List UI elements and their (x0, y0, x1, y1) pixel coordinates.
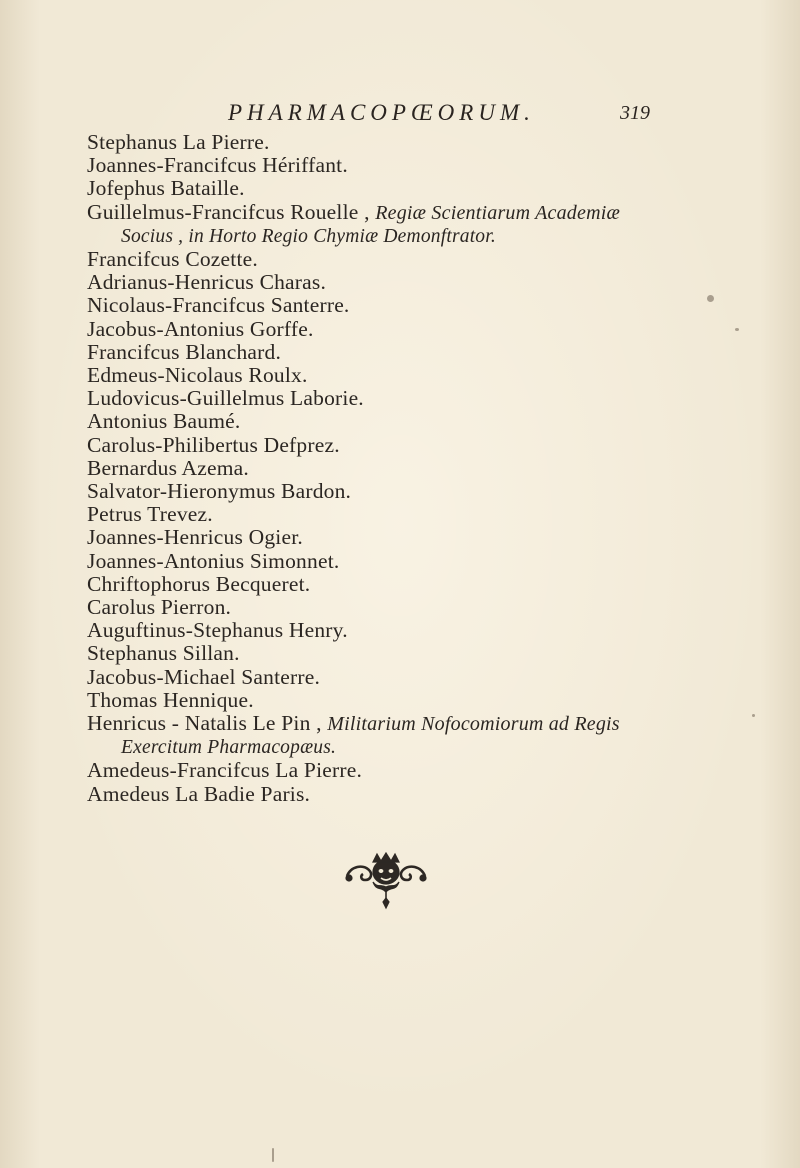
member-title-continued: Exercitum Pharmacopæus. (121, 737, 337, 759)
list-item (87, 503, 777, 526)
list-item (87, 131, 777, 154)
list-item (87, 712, 777, 759)
print-speck (707, 295, 714, 302)
page-number: 319 (620, 102, 650, 124)
list-item (87, 526, 777, 549)
print-speck (752, 714, 755, 717)
member-name: Adrianus-Henricus Charas. (87, 270, 327, 295)
member-name: Henricus - Natalis Le Pin , (87, 711, 322, 736)
member-name: Petrus Trevez. (87, 502, 213, 527)
list-item (87, 666, 777, 689)
member-name: Auguftinus-Stephanus Henry. (87, 618, 348, 643)
member-name: Guillelmus-Francifcus Rouelle , (87, 199, 370, 224)
list-item (87, 294, 777, 317)
list-item (87, 550, 777, 573)
member-name: Francifcus Cozette. (87, 247, 258, 272)
member-title: Militarium Nofocomiorum ad Regis (327, 713, 620, 736)
member-name: Salvator-Hieronymus Bardon. (87, 479, 352, 504)
list-item (87, 387, 777, 410)
list-item (87, 619, 777, 642)
member-name: Amedeus La Badie Paris. (87, 781, 311, 806)
list-item (87, 759, 777, 782)
list-item (87, 318, 777, 341)
member-name: Thomas Hennique. (87, 687, 254, 712)
list-item (87, 201, 777, 248)
member-name: Joannes-Henricus Ogier. (87, 525, 303, 550)
list-item (87, 410, 777, 433)
member-name: Carolus-Philibertus Defprez. (87, 432, 340, 457)
member-name: Joannes-Francifcus Hériffant. (87, 153, 348, 178)
list-item (87, 573, 777, 596)
member-name: Bernardus Azema. (87, 455, 250, 480)
member-title: Regiæ Scientiarum Academiæ (375, 201, 621, 224)
member-title-continued: Socius , in Horto Regio Chymiæ Demonftrator. (121, 225, 496, 247)
member-name: Edmeus-Nicolaus Roulx. (87, 363, 308, 388)
print-speck (735, 328, 739, 331)
list-item (87, 364, 777, 387)
member-name: Amedeus-Francifcus La Pierre. (87, 758, 363, 783)
list-item (87, 341, 777, 364)
list-item (87, 248, 777, 271)
fleuron-icon (343, 852, 429, 910)
member-name: Chriftophorus Becqueret. (87, 571, 311, 596)
list-item (87, 154, 777, 177)
running-head: PHARMACOPŒORUM. (228, 100, 535, 125)
member-name: Joannes-Antonius Simonnet. (87, 548, 340, 573)
member-name: Jofephus Bataille. (87, 176, 245, 201)
list-item (87, 480, 777, 503)
member-name: Stephanus La Pierre. (87, 130, 270, 154)
print-speck (272, 1148, 274, 1162)
list-item (87, 642, 777, 665)
member-name: Antonius Baumé. (87, 409, 241, 434)
member-list (87, 131, 777, 806)
member-name: Nicolaus-Francifcus Santerre. (87, 293, 350, 318)
member-name: Jacobus-Michael Santerre. (87, 664, 321, 689)
member-name: Jacobus-Antonius Gorffe. (87, 316, 314, 341)
member-name: Francifcus Blanchard. (87, 339, 282, 364)
member-name: Stephanus Sillan. (87, 641, 240, 666)
list-item (87, 177, 777, 200)
list-item (87, 271, 777, 294)
list-item (87, 434, 777, 457)
list-item (87, 457, 777, 480)
member-name: Ludovicus-Guillelmus Laborie. (87, 386, 364, 411)
list-item (87, 783, 777, 806)
list-item (87, 689, 777, 712)
member-name: Carolus Pierron. (87, 595, 232, 620)
list-item (87, 596, 777, 619)
